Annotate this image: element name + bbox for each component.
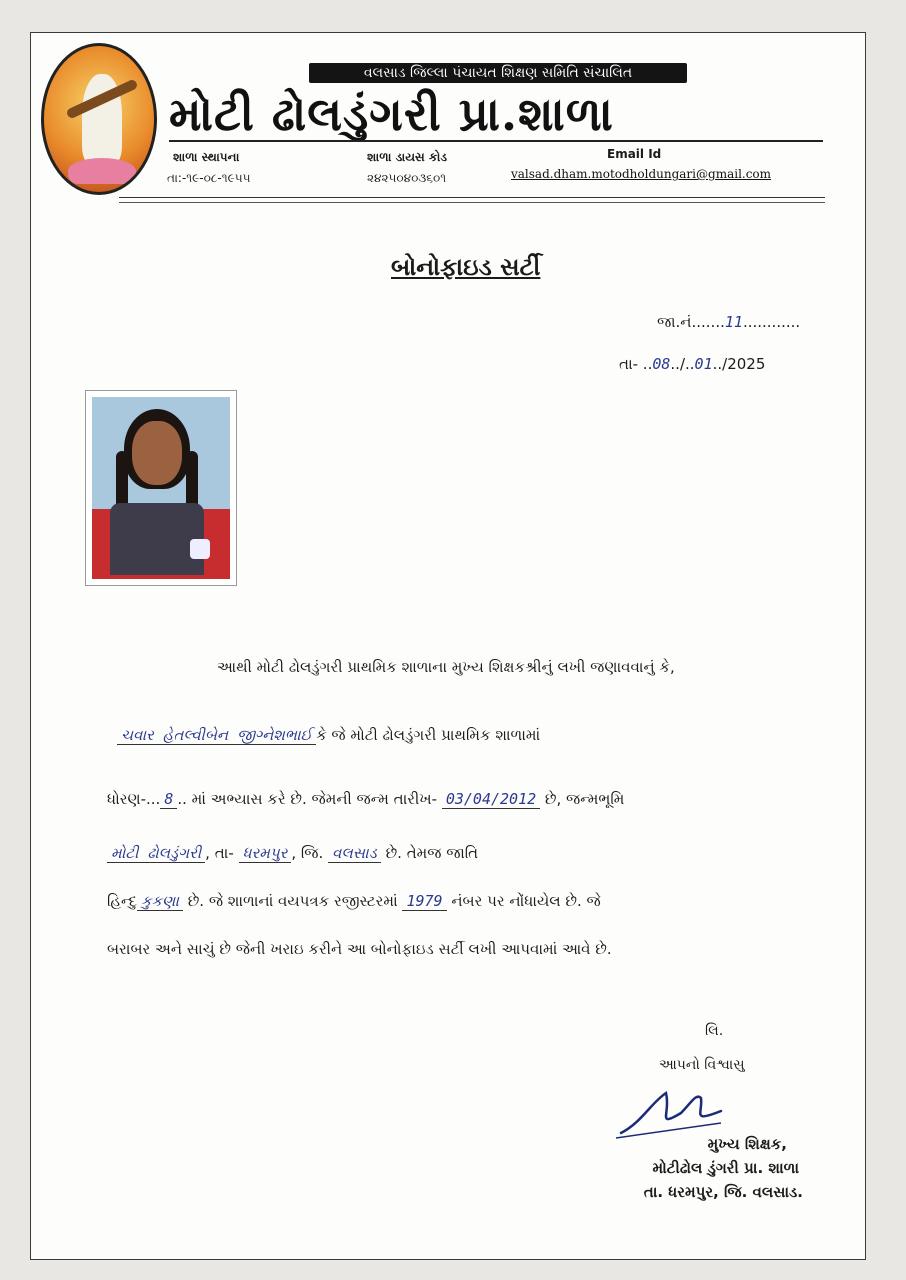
- caste: કુકણા: [137, 892, 183, 911]
- student-name: ચવાર હેતલ્વીબેન જીગ્નેશભાઈ: [117, 726, 316, 745]
- school-name: મોટી ઢોલડુંગરી પ્રા.શાળા: [169, 87, 614, 141]
- signatory-address: તા. ધરમપુર, જિ. વલસાડ.: [643, 1183, 803, 1201]
- dise-code-value: ૨૪૨૫૦૪૦૩૬૦૧: [367, 171, 447, 185]
- body-line-4: મોટી ઢોલડુંગરી , તા- ધરમપુર , જિ. વલસાડ છે. તેમજ જાતિ: [107, 843, 478, 863]
- header-bottom-divider: [119, 197, 825, 198]
- student-photo: [85, 390, 237, 586]
- district: વલસાડ: [328, 844, 381, 863]
- certificate-sheet: [30, 32, 866, 1260]
- body-line-3: ધોરણ-... 8 .. માં અભ્યાસ કરે છે. જેમની જન્મ તારીખ- 03/04/2012 છે, જન્મભૂમિ: [107, 790, 625, 808]
- closing-yours: આપનો વિશ્વાસુ: [659, 1057, 745, 1073]
- headmaster-signature-icon: [611, 1083, 731, 1143]
- certificate-date: તા- ..08../..01../2025: [619, 355, 766, 373]
- register-number: 1979: [402, 892, 446, 911]
- body-line-2: ચવાર હેતલ્વીબેન જીગ્નેશભાઈ કે જે મોટી ઢોલડુંગરી પ્રાથમિક શાળામાં: [117, 725, 540, 745]
- header-divider: [169, 140, 823, 142]
- date-of-birth: 03/04/2012: [442, 790, 540, 809]
- committee-banner: વલસાડ જિલ્લા પંચાયત શિક્ષણ સમિતિ સંચાલિત: [309, 63, 687, 83]
- establishment-label: શાળા સ્થાપના: [173, 150, 240, 164]
- email-label: Email Id: [607, 147, 662, 161]
- birthplace: મોટી ઢોલડુંગરી: [107, 844, 205, 863]
- body-line-1: આથી મોટી ઢોલડુંગરી પ્રાથમિક શાળાના મુખ્ય શિક્ષકશ્રીનું લખી જણાવવાનું કે,: [217, 658, 675, 676]
- body-line-6: બરાબર અને સાચું છે જેની ખરાઇ કરીને આ બોનોફાઇડ સર્ટી લખી આપવામાં આવે છે.: [107, 940, 612, 958]
- email-value: valsad.dham.motodholdungari@gmail.com: [511, 167, 772, 181]
- saraswati-logo-icon: [41, 43, 157, 195]
- reference-number: જા.નં.......11............: [657, 313, 801, 331]
- signatory-designation: મુખ્ય શિક્ષક,: [707, 1135, 787, 1153]
- establishment-value: તા:-૧૯-૦૮-૧૯૫૫: [167, 171, 251, 185]
- standard-value: 8: [160, 790, 177, 809]
- closing-li: લિ.: [705, 1023, 724, 1039]
- header-bottom-divider-thin: [119, 202, 825, 203]
- body-line-5: હિન્દુ કુકણા છે. જે શાળાનાં વયપત્રક રજીસ્ટરમાં 1979 નંબર પર નોંધાયેલ છે. જે: [107, 892, 601, 910]
- taluka: ધરમપુર: [239, 844, 292, 863]
- dise-code-label: શાળા ડાયસ કોડ: [367, 150, 447, 164]
- certificate-title: બોનોફાઇડ સર્ટી: [391, 253, 541, 281]
- signatory-school: મોટીઢોલ ડુંગરી પ્રા. શાળા: [652, 1159, 799, 1177]
